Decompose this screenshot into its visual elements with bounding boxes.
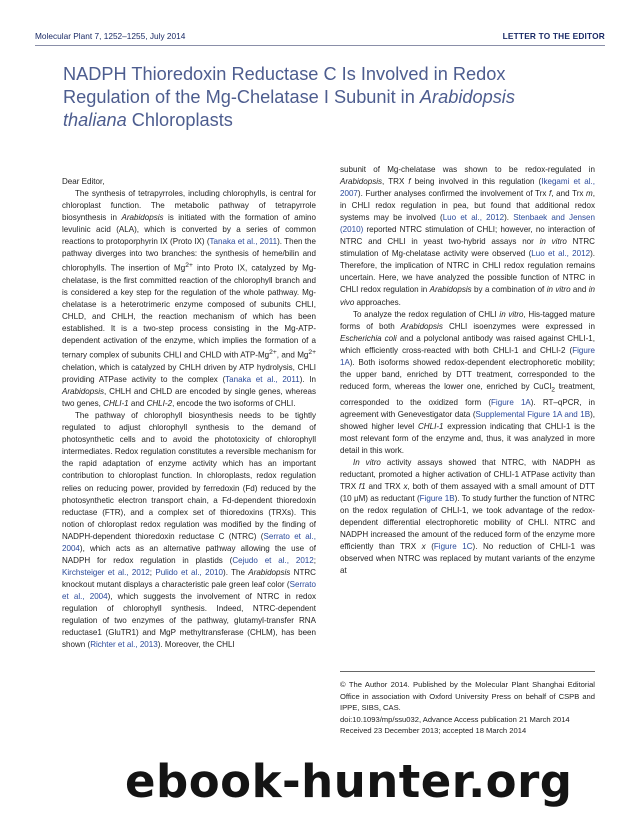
text-run: ), which suggests the involvement of NTRC in redox regulation of chlorophyll synthesis. Indeed, NTRC-dependent regulation of two enzymes of the pathway, glutamyl-transfer RNA reductase1 (GluTR1) and MgP methyltransferase (CHLM), has been shown ( xyxy=(62,591,316,650)
text-run: , and Mg xyxy=(276,351,309,360)
text-run: chelation, which is catalyzed by CHLH driven by ATP hydrolysis, CHLI providing ATPase activity to the complex ( xyxy=(62,363,316,385)
text-run: , both of them assayed with a small amount of DTT (10 μM) as reductant ( xyxy=(340,481,595,503)
text-run: approaches. xyxy=(354,297,401,307)
italic-run: CHLI-2 xyxy=(146,399,173,409)
paragraph xyxy=(340,309,595,457)
citation-link[interactable]: Luo et al., 2012 xyxy=(442,213,505,223)
figure-link[interactable]: Figure 1A xyxy=(491,397,531,407)
citation-link[interactable]: Richter et al., 2013 xyxy=(90,640,158,650)
text-run: , in CHLI redox regulation in pea, but found that additional redox systems may be involved ( xyxy=(340,189,595,223)
publication-footnote xyxy=(340,679,595,737)
title-line-3-text: Chloroplasts xyxy=(126,110,233,130)
body-column-right xyxy=(340,164,595,577)
text-run: ). Both isoforms showed redox-dependent electrophoretic mobility; the upper band, enriched by DTT treatment, corresponded to the reduced form, whereas the lower one, enriched by CuCl xyxy=(340,357,595,391)
title-line-2 xyxy=(63,86,608,109)
journal-reference: Molecular Plant 7, 1252–1255, July 2014 xyxy=(35,31,186,41)
italic-run: CHLI-1 xyxy=(103,399,129,409)
text-run: ). Then the pathway diverges into two branches: the synthesis of heme/bilin and chlorophylls. The insertion of Mg xyxy=(62,237,316,273)
text-run: To analyze the redox regulation of CHLI xyxy=(353,309,500,319)
text-run: treatment, corresponded to the oxidized form ( xyxy=(340,381,595,407)
citation-link[interactable]: Serrato et al., 2004 xyxy=(62,579,316,601)
text-run: ). RT–qPCR, in agreement with Genevestigator data ( xyxy=(340,397,595,419)
text-run: and TRX xyxy=(365,481,404,491)
text-run: ( xyxy=(425,542,434,552)
title-line-1-text: NADPH Thioredoxin Reductase C Is Involved in Redox xyxy=(63,64,506,84)
paragraph xyxy=(340,457,595,577)
text-run: , His-tagged mature forms of both xyxy=(340,309,596,331)
text-run: ; xyxy=(313,555,317,565)
citation-link[interactable]: Stenbaek and Jensen (2010) xyxy=(340,213,595,235)
title-line-2-text: Regulation of the Mg-Chelatase I Subunit in xyxy=(63,87,420,107)
text-run: ). xyxy=(504,213,514,223)
title-line-3 xyxy=(63,109,608,132)
text-run: ), which acts as an alternative pathway allowing the use of NADPH for redox regulation in plastids ( xyxy=(62,543,316,565)
title-line-1 xyxy=(63,63,608,86)
text-run: ). The xyxy=(223,567,249,577)
figure-link[interactable]: Figure 1B xyxy=(419,493,455,503)
text-run: , TRX xyxy=(382,177,409,187)
citation-link[interactable]: Tanaka et al., 2011 xyxy=(225,375,300,385)
superscript: 2+ xyxy=(308,349,316,357)
salutation: Dear Editor, xyxy=(62,177,105,186)
italic-run: x xyxy=(403,481,408,491)
italic-run: Arabidopsis xyxy=(429,285,472,295)
footnote-rule xyxy=(340,671,595,672)
text-run: ; xyxy=(149,567,156,577)
figure-link[interactable]: Figure 1A xyxy=(340,345,595,367)
italic-run: in vitro xyxy=(499,309,524,319)
text-run: , encode the two isoforms of CHLI. xyxy=(172,399,296,409)
text-run: is initiated with the formation of amino levulinic acid (ALA), which is converted by a series of common reactions to protoporphyrin IX (Proto IX) ( xyxy=(62,213,316,247)
italic-run: Arabidopsis xyxy=(248,567,291,577)
text-run: , and Trx xyxy=(551,189,587,199)
doi-line: doi:10.1093/mp/ssu032, Advance Access publication 21 March 2014 xyxy=(340,714,570,724)
italic-run: in vivo xyxy=(340,285,596,307)
citation-link[interactable]: Cejudo et al., 2012 xyxy=(232,555,314,565)
text-run: NTRC knockout mutant displays a characteristic pale green leaf color ( xyxy=(62,567,316,589)
text-run: into Proto IX, catalyzed by Mg-chelatase, is the first committed reaction of the chlorophyll branch and is considered a key step for the regulation of the whole pathway. Mg-chelatase is a heterotrimeric enzyme composed of subunits CHLI, CHLD, and CHLH, the reaction mechanism of which has been established. It is a two-step process consisting in the Mg-ATP-dependent activation of the enzyme, which implies the formation of a ternary complex of subunits CHLI and CHLD with ATP-Mg xyxy=(62,264,317,360)
italic-run: x xyxy=(421,542,426,552)
figure-link[interactable]: Figure 1C xyxy=(433,542,473,552)
italic-run: f xyxy=(408,177,411,187)
citation-link[interactable]: Pulido et al., 2010 xyxy=(155,567,224,577)
text-run: ). Further analyses confirmed the involvement of Trx xyxy=(357,189,550,199)
copyright-notice: © The Author 2014. Published by the Molecular Plant Shanghai Editorial Office in association with Oxford University Press on behalf of CSPB and IPPE, SIBS, CAS. xyxy=(340,680,595,712)
citation-link[interactable]: Luo et al., 2012 xyxy=(531,249,591,259)
text-run: ). Therefore, the implication of NTRC in CHLI redox regulation remains uncertain. Here, we have analyzed the possible function of NTRC in CHLI redox regulation in xyxy=(340,249,595,295)
text-run: ), showed higher level xyxy=(340,409,595,431)
title-species: thaliana xyxy=(63,110,127,130)
citation-link[interactable]: Kirchsteiger et al., 2012 xyxy=(62,567,150,577)
text-run: NTRC stimulation of Mg-chelatase activity were observed ( xyxy=(340,237,595,259)
text-run: ). In xyxy=(299,375,316,385)
italic-run: in vitro xyxy=(546,285,571,295)
text-run: activity assays showed that NTRC, with NADPH as reductant, promoted a higher activation of CHLI-1 ATPase activity than TRX xyxy=(340,457,595,491)
text-run: ). No reduction of CHLI-1 was observed when NTRC was replaced by mutant variants of the enzyme at xyxy=(340,542,596,576)
italic-run: in vitro xyxy=(539,237,567,247)
header-rule xyxy=(35,45,605,46)
body-column-left xyxy=(62,176,316,651)
text-run: The pathway of chlorophyll biosynthesis needs to be tightly regulated to adjust chlorophyll synthesis to the demand of photosynthetic cells and to avoid the phototoxicity of chlorophyll intermediates. Redox regulation constitutes a reversible mechanism for the rapid adaptation of enzyme activity which has an important contribution to chloroplast function. In chloroplasts, redox regulation relies on reducing power, provided by ferredoxin (Fd) reduced by the photosynthetic electron transport chain, a Fd-dependent thioredoxin reductase (FTR), and a complex set of thioredoxins (TRXs). This notion of chloroplast redox regulation was modified by the finding of NADPH-dependent thioredoxin reductase C (NTRC) ( xyxy=(62,411,316,541)
text-run: , CHLH and CHLD are encoded by single genes, whereas two genes, xyxy=(62,387,316,409)
article-section-label: LETTER TO THE EDITOR xyxy=(502,31,605,41)
citation-link[interactable]: Ikegami et al., 2007 xyxy=(340,177,595,199)
italic-run: f1 xyxy=(358,481,366,491)
text-run: and xyxy=(128,399,147,409)
watermark: ebook-hunter.org xyxy=(125,755,573,808)
paragraph xyxy=(62,188,316,410)
italic-run: f xyxy=(549,189,552,199)
citation-link[interactable]: Serrato et al., 2004 xyxy=(62,531,316,553)
text-run: by a combination of xyxy=(471,285,547,295)
italic-run: m xyxy=(586,189,593,199)
title-genus: Arabidopsis xyxy=(419,87,515,107)
text-run: expression indicating that CHLI-1 is the most relevant form of the enzyme and, thus, it was analyzed in more detail in this work. xyxy=(340,421,595,455)
italic-run: Arabidopsis xyxy=(400,321,443,331)
citation-link[interactable]: Tanaka et al., 2011 xyxy=(209,237,278,247)
italic-run: Arabidopsis xyxy=(121,213,164,223)
italic-run: In vitro xyxy=(353,457,381,467)
text-run: The synthesis of tetrapyrroles, including chlorophylls, is central for chloroplast function. The metabolic pathway of tetrapyrrole biosynthesis in xyxy=(62,189,316,223)
received-line: Received 23 December 2013; accepted 18 March 2014 xyxy=(340,726,527,735)
superscript: 2+ xyxy=(269,349,277,357)
text-run: and a polyclonal antibody was raised against CHLI-1, which efficiently cross-reacted with both CHLI-1 and CHLI-2 ( xyxy=(340,333,595,355)
italic-run: Arabidopsis xyxy=(62,387,105,397)
text-run: ). To study further the function of NTRC on the redox regulation of CHLI-1, we took advantage of the redox-dependent differential electrophoretic mobility of CHLI. NTRC and NADPH increased the amount of the reduced form of the enzyme more efficiently than TRX xyxy=(340,493,595,552)
paragraph xyxy=(340,164,595,309)
text-run: and xyxy=(570,285,589,295)
text-run: CHLI isoenzymes were expressed in xyxy=(442,321,595,331)
subscript: 2 xyxy=(551,386,555,394)
superscript: 2+ xyxy=(185,262,193,270)
figure-link[interactable]: Supplemental Figure 1A and 1B xyxy=(475,409,591,419)
text-run: ). Moreover, the CHLI xyxy=(157,640,235,650)
paragraph xyxy=(62,410,316,651)
article-title xyxy=(63,63,608,132)
italic-run: CHLI-1 xyxy=(418,421,444,431)
text-run: being involved in this regulation ( xyxy=(410,177,542,187)
italic-run: Escherichia coli xyxy=(340,333,397,343)
text-run: reported NTRC stimulation of CHLI; however, no interaction of NTRC and CHLI in yeast two-hybrid assays nor xyxy=(340,225,595,247)
italic-run: Arabidopsis xyxy=(340,177,383,187)
text-run: subunit of Mg-chelatase was shown to be redox-regulated in xyxy=(340,165,595,174)
running-header xyxy=(35,25,605,41)
